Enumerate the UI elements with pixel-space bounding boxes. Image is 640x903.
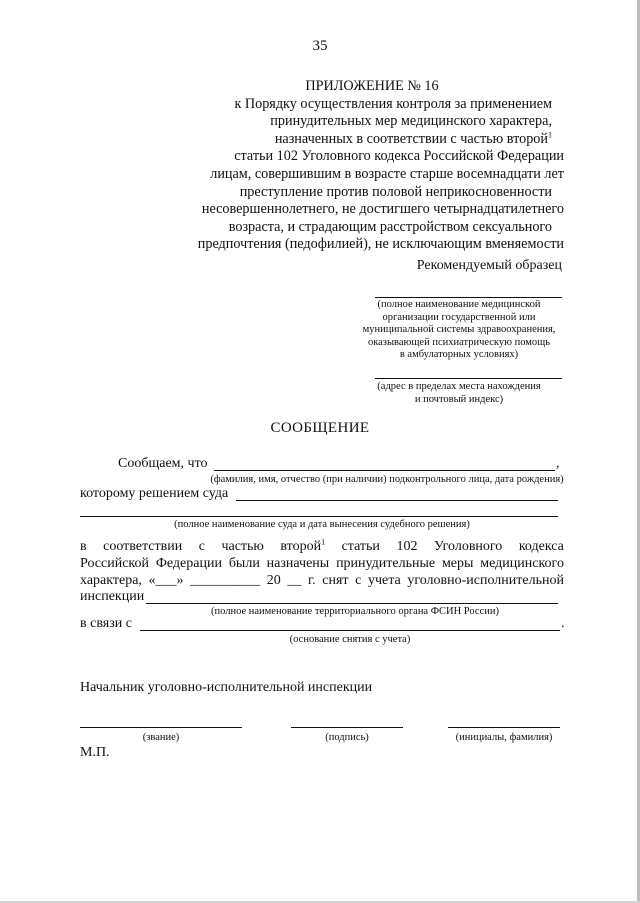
recommended-sample-label: Рекомендуемый образец [416,258,562,273]
word: г. [307,573,316,588]
rank-field[interactable] [80,727,242,728]
court-caption: (полное наименование суда и дата вынесения судебного решения) [174,519,470,530]
we-inform-label: Сообщаем, что [118,456,208,471]
word: медицинского [480,556,564,571]
caption-line: муниципальной системы здравоохранения, [362,324,556,336]
word: с [198,539,205,554]
word: 20 [266,573,281,588]
word: Федерации [155,556,222,571]
appendix-line [180,131,564,149]
person-caption: (фамилия, имя, отчество (при наличии) подконтрольного лица, дата рождения) [210,474,564,485]
stamp-place-label: М.П. [80,745,110,760]
period: . [561,616,565,631]
person-field[interactable] [214,470,555,471]
caption-line: оказывающей психиатрическую помощь [367,336,551,348]
footnote-mark: 1 [321,537,326,547]
signature-caption: (подпись) [325,732,369,743]
comma: , [556,456,560,471]
message-title: СООБЩЕНИЕ [270,420,370,436]
appendix-line: несовершеннолетнего, не достигшего четырнадцатилетнего [201,201,564,218]
fsin-caption: (полное наименование территориального органа ФСИН России) [211,606,499,617]
caption-line: и почтовый индекс) [414,393,504,405]
word: меры [441,556,474,571]
appendix-line-text: назначенных в соответствии с частью второй [274,130,548,147]
word: 102 [396,539,418,554]
word: были [228,556,260,571]
month-field[interactable]: __________ [190,573,261,588]
court-field-line2[interactable] [80,516,558,517]
fsin-field[interactable] [146,603,558,604]
word: кодекса [518,539,564,554]
word: снят [322,573,349,588]
initials-field[interactable] [448,727,560,728]
address-field[interactable] [375,378,562,379]
day-field[interactable]: «___» [148,573,184,588]
appendix-title: ПРИЛОЖЕНИЕ № 16 [305,78,439,94]
word: с [355,573,362,588]
page-number: 35 [312,38,328,54]
appendix-line: предпочтения (педофилией), не исключающим вменяемости [197,236,564,253]
caption-line: (полное наименование медицинской [377,299,541,310]
org-name-field[interactable] [375,297,562,298]
reason-field[interactable] [140,630,560,631]
appendix-line: статьи 102 Уголовного кодекса Российской Федерации [234,148,564,165]
word: уголовно-исполнительной [407,573,564,588]
word: принудительные [336,556,436,571]
word: в [80,539,87,554]
word: статьи [341,539,380,554]
address-caption [360,381,558,406]
word: частью [221,539,264,554]
word: учета [367,573,401,588]
body-line [80,555,564,572]
caption-line: в амбулаторных условиях) [399,349,519,361]
message-body [80,538,564,589]
rank-caption: (звание) [142,732,180,743]
appendix-header [180,78,564,254]
appendix-line: возраста, и страдающим расстройством сексуального [228,218,552,235]
body-line [80,572,564,589]
word: Уголовного [433,539,503,554]
reason-caption: (основание снятия с учета) [289,634,411,645]
caption-line: (адрес в пределах места нахождения [377,381,541,392]
reason-label: в связи с [80,616,132,631]
word: соответствии [103,539,183,554]
word: назначены [266,556,330,571]
head-title: Начальник уголовно-исполнительной инспекции [80,680,373,695]
word-with-footnote [280,538,325,555]
initials-caption: (инициалы, фамилия) [455,732,553,743]
word: характера, [80,573,142,588]
org-name-caption [360,299,558,362]
appendix-line: к Порядку осуществления контроля за применением [234,95,552,112]
court-field[interactable] [236,500,558,501]
word: второй [280,539,322,554]
word: Российской [80,556,149,571]
year-field[interactable]: __ [287,573,302,588]
inspection-label: инспекции [80,589,145,604]
footnote-mark: 1 [548,130,552,140]
appendix-line: преступление против половой неприкосновенности [239,183,552,200]
signature-field[interactable] [291,727,403,728]
appendix-line: принудительных мер медицинского характера, [270,113,552,130]
court-label: которому решением суда [80,486,229,501]
body-line [80,538,564,555]
caption-line: организации государственной или [382,311,536,323]
appendix-line: лицам, совершившим в возрасте старше восемнадцати лет [210,165,564,182]
